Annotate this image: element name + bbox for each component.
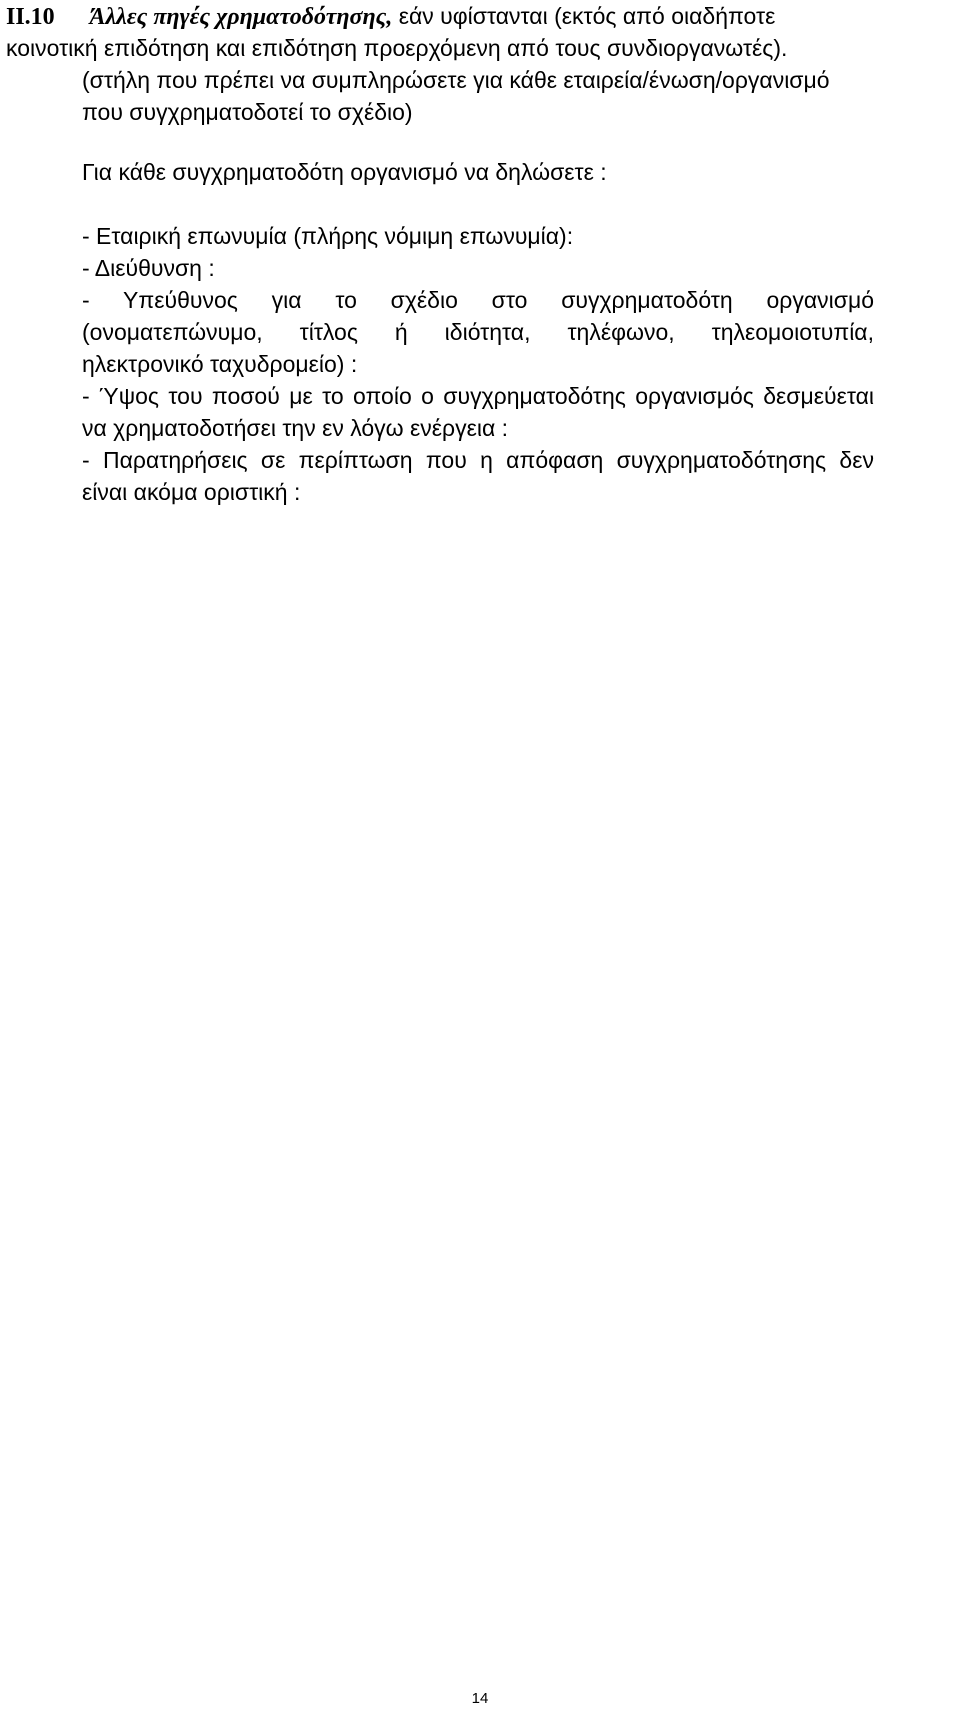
field-contact-person-line-2: (ονοματεπώνυμο, τίτλος ή ιδιότητα, τηλέφωνο, τηλεομοιοτυπία, xyxy=(82,319,874,345)
field-amount-line-1: - Ύψος του ποσού με το οποίο ο συγχρηματοδότης οργανισμός δεσμεύεται xyxy=(82,383,874,409)
field-amount-line-2: να χρηματοδοτήσει την εν λόγω ενέργεια : xyxy=(82,415,509,441)
field-contact-person-line-3: ηλεκτρονικό ταχυδρομείο) : xyxy=(82,351,358,377)
field-company-name: - Εταιρική επωνυμία (πλήρης νόμιμη επωνυμία): xyxy=(82,223,574,249)
section-heading-rest: εάν υφίστανται (εκτός από οιαδήποτε xyxy=(398,3,776,29)
field-remarks-line-1: - Παρατηρήσεις σε περίπτωση που η απόφαση συγχρηματοδότησης δεν xyxy=(82,447,874,473)
field-remarks-line-2: είναι ακόμα οριστική : xyxy=(82,479,301,505)
section-title: Άλλες πηγές χρηματοδότησης, xyxy=(89,4,393,30)
field-address: - Διεύθυνση : xyxy=(82,255,215,281)
intro-text: Για κάθε συγχρηματοδότη οργανισμό να δηλώσετε : xyxy=(82,159,607,185)
section-heading xyxy=(6,0,775,33)
instruction-line-1: (στήλη που πρέπει να συμπληρώσετε για κάθε εταιρεία/ένωση/οργανισμό xyxy=(82,67,830,93)
page-number: 14 xyxy=(471,1690,489,1707)
section-heading-line2: κοινοτική επιδότηση και επιδότηση προερχόμενη από τους συνδιοργανωτές). xyxy=(6,35,788,61)
instruction-line-2: που συγχρηματοδοτεί το σχέδιο) xyxy=(82,99,413,125)
section-number: II.10 xyxy=(6,4,55,30)
field-contact-person-line-1: - Υπεύθυνος για το σχέδιο στο συγχρηματοδότη οργανισμό xyxy=(82,287,874,313)
